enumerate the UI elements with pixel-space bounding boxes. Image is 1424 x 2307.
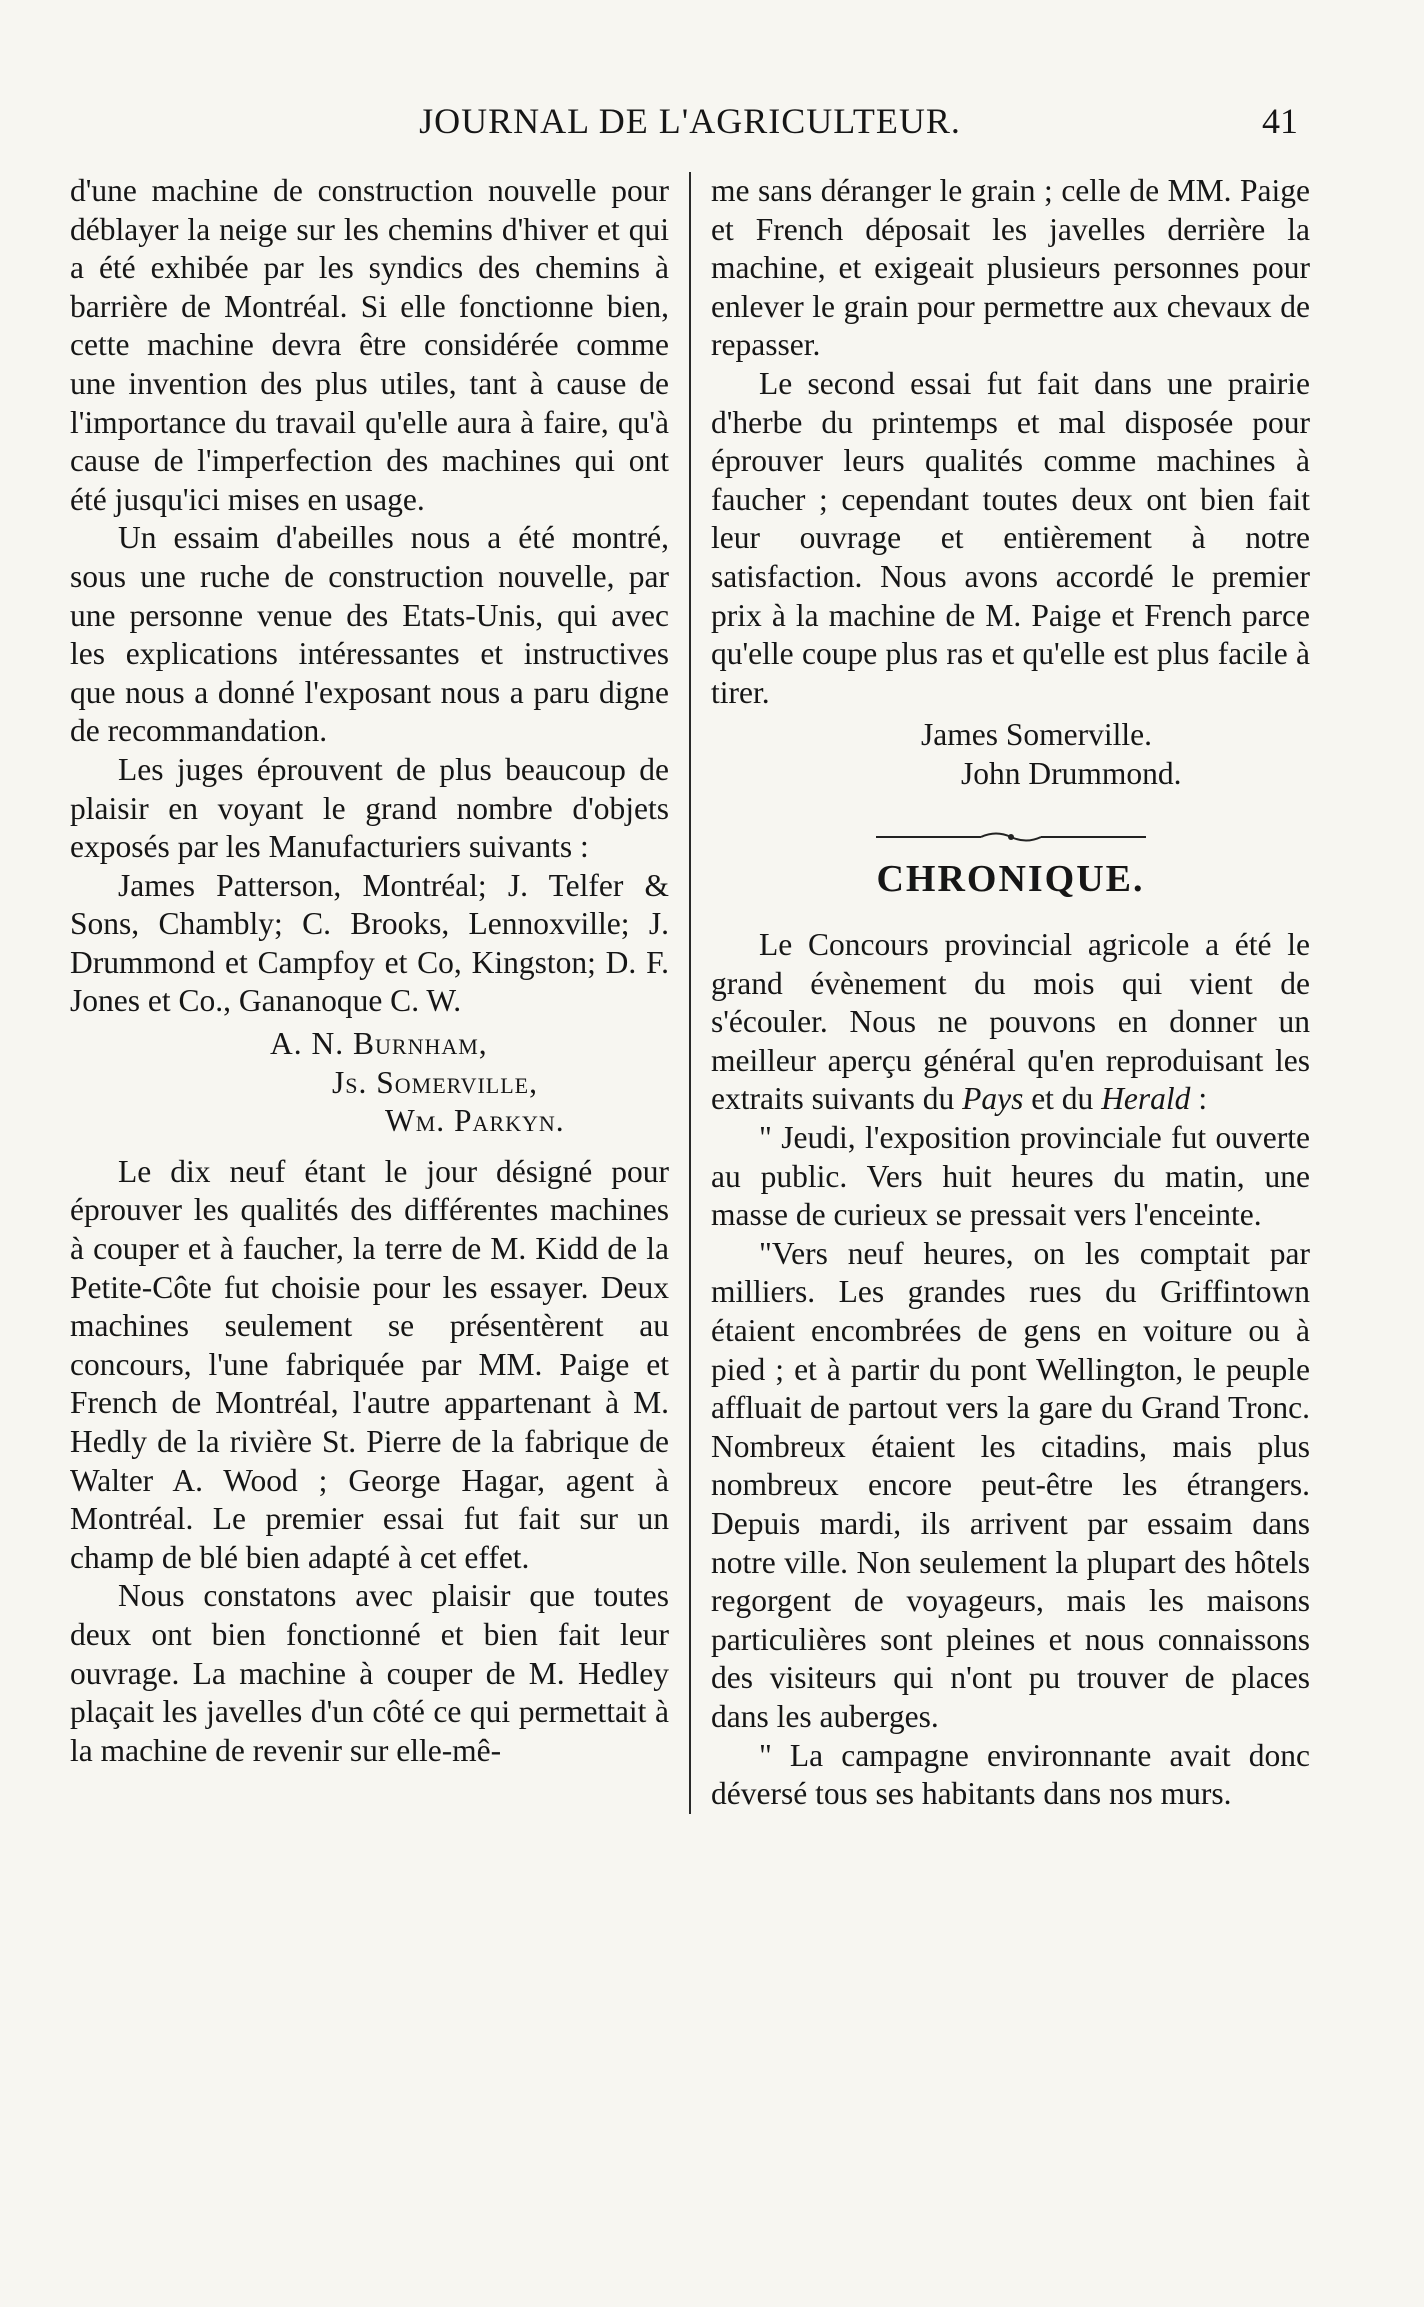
paragraph: " La campagne environnante avait donc déversé tous ses habitants dans nos murs. [711, 1737, 1310, 1812]
paragraph: Le dix neuf étant le jour désigné pour éprouver les qualités des différentes machines à couper et à faucher, la terre de M. Kidd de la Petite-Côte fut choisie pour les essayer. Deux machines seulement se présentèrent au concours, l'une fabriquée par MM. Paige et French de Montréal, l'autre appartenant à M. Hedly de la rivière St. Pierre de la fabrique de Walter A. Wood ; George Hagar, agent à Montréal. Le premier essai fut fait sur un champ de blé bien adapté à cet effet. [70, 1153, 669, 1575]
two-column-body [70, 172, 1310, 1814]
paragraph: me sans déranger le grain ; celle de MM. Paige et French déposait les javelles derrière la machine, et exigeait plusieurs personnes pour enlever le grain pour permettre aux chevaux de repasser. [711, 173, 1310, 363]
page-header [70, 100, 1310, 158]
page-number: 41 [1262, 101, 1298, 141]
running-title: JOURNAL DE L'AGRICULTEUR. [419, 101, 961, 141]
paragraph: d'une machine de construction nouvelle pour déblayer la neige sur les chemins d'hiver et qui a été exhibée par les syndics des chemins à barrière de Montréal. Si elle fonctionne bien, cette machine devra être considérée comme une invention des plus utiles, tant à cause de l'importance du travail qu'elle aura à faire, qu'à cause de l'imperfection des machines qui ont été jusqu'ici mises en usage. [70, 173, 669, 517]
paragraph: "Vers neuf heures, on les comptait par milliers. Les grandes rues du Griffintown étaient encombrées de gens en voiture ou à pied ; et à partir du pont Wellington, le peuple affluait de partout vers la gare du Grand Tronc. Nombreux étaient les citadins, mais plus nombreux encore peut-être les étrangers. Depuis mardi, ils arrivent par essaim dans notre ville. Non seulement la plupart des hôtels regorgent de voyageurs, mais les maisons particulières sont pleines et nous connaissons des visiteurs qui n'ont pu trouver de places dans les auberges. [711, 1235, 1310, 1734]
paragraph: Les juges éprouvent de plus beaucoup de plaisir en voyant le grand nombre d'objets exposés par les Manufacturiers suivants : [70, 751, 669, 865]
paragraph: Un essaim d'abeilles nous a été montré, sous une ruche de construction nouvelle, par une personne venue des Etats-Unis, qui avec les explications intéressantes et instructives que nous a donné l'exposant nous a paru digne de recommandation. [70, 520, 669, 749]
paragraph: " Jeudi, l'exposition provinciale fut ouverte au public. Vers huit heures du matin, une masse de curieux se pressait vers l'enceinte. [711, 1120, 1310, 1233]
paragraph: Nous constatons avec plaisir que toutes deux ont bien fonctionné et bien fait leur ouvrage. La machine à couper de M. Hedley plaçait les javelles d'un côté ce qui permettait à la machine de revenir sur elle-mê- [70, 1578, 669, 1768]
ornamental-divider [876, 830, 1146, 844]
paragraph: Le second essai fut fait dans une prairie d'herbe du printemps et mal disposée pour éprouver leurs qualités comme machines à faucher ; cependant toutes deux ont bien fait leur ouvrage et entièrement à notre satisfaction. Nous avons accordé le premier prix à la machine de M. Paige et French parce qu'elle coupe plus ras et qu'elle est plus facile à tirer. [711, 365, 1310, 710]
publication-name: Herald [1101, 1081, 1191, 1117]
judges-signatures [70, 1025, 669, 1141]
section-title: CHRONIQUE. [876, 857, 1145, 900]
signature: John Drummond. [961, 755, 1182, 791]
text-run: : [1190, 1081, 1208, 1117]
text-run: Le Concours provincial agricole a été le grand évènement du mois qui vient de s'écouler. Nous ne pouvons en donner un meilleur aperçu général qu'en reproduisant les extraits suivants du [711, 927, 1310, 1117]
right-column [691, 172, 1310, 1814]
signature: A. N. Burnham, [270, 1026, 488, 1062]
paragraph [711, 926, 1310, 1119]
text-run: et du [1023, 1081, 1102, 1117]
manufacturers-list: James Patterson, Montréal; J. Telfer & Sons, Chambly; C. Brooks, Lennoxville; J. Drummond et Campfoy et Co, Kingston; D. F. Jones et Co., Gananoque C. W. [70, 867, 669, 1019]
publication-name: Pays [962, 1081, 1024, 1117]
signature: James Somerville. [921, 717, 1152, 753]
journal-page [70, 100, 1310, 1814]
divider-line-left [876, 836, 981, 838]
signature: Js. Somerville, [332, 1064, 538, 1100]
left-column [70, 172, 689, 1814]
jury-signatures [711, 716, 1310, 793]
signature: Wm. Parkyn. [385, 1103, 565, 1139]
divider-line-right [1041, 836, 1146, 838]
divider-flourish [981, 830, 1041, 844]
